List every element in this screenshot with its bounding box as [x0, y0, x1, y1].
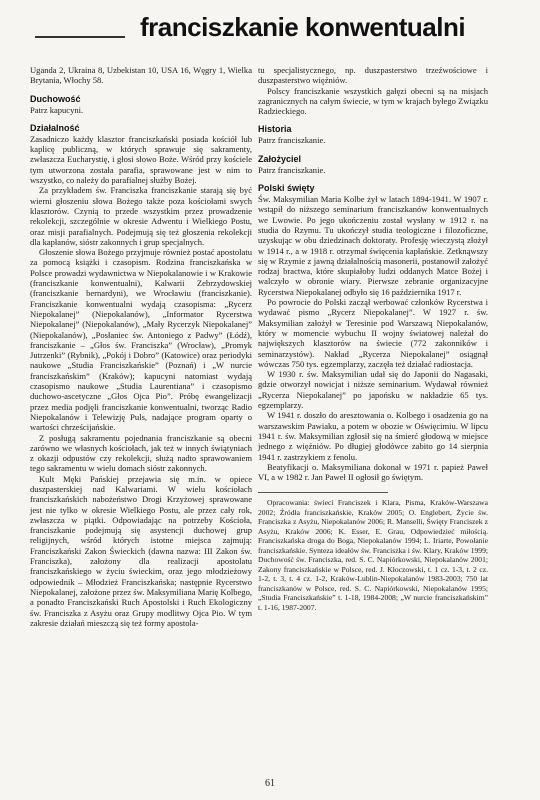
section-text-duchowosc: Patrz kapucyni. — [30, 104, 84, 115]
paragraph: Za przykładem św. Franciszka franciszkanie starają się być wierni głoszeniu słowa Bożego także poza kościołami swych klasztorów. Czynią to przede wszystkim przez prowadzenie rekolekcji, szczególnie w okresie Adwentu i Wielkiego Postu, oraz misji parafialnych. Podejmują się też głoszenia rekolekcji dla kapłanów, sióstr zakonnych i grup specjalnych. — [30, 185, 252, 247]
paragraph: tu specjalistycznego, np. duszpasterstwo trzeźwościowe i duszpasterstwo więźniów. — [258, 65, 488, 86]
section-heading-polski-swiety: Polski święty — [258, 183, 315, 194]
paragraph: Po powrocie do Polski zaczął werbować członków Rycerstwa i wydawać pismo „Rycerz Niepokalanej”. W 1927 r. św. Maksymilian założył w Teresinie pod Warszawą Niepokalanów, który w momencie wybuchu II wojny światowej należał do największych klasztorów na świecie (772 zakonników i seminarzystów). Nakład „Rycerza Niepokalanej” osiągnął wówczas 750 tys. egzemplarzy, zaczęła też działać radiostacja. — [258, 297, 488, 369]
paragraph: Kult Męki Pańskiej przejawia się m.in. w opiece duszpasterskiej nad Kalwariami. W wielu kościołach franciszkańskich nabożeństwo Drogi Krzyżowej sprawowane jest nie tylko w okresie Wielkiego Postu, ale przez cały rok, zwłaszcza w piątki. Odpowiadając na potrzeby Kościoła, franciszkanie podejmują się asystencji duchowej grup religijnych, wśród których istotne miejsca zajmują: Franciszkański Zakon Świeckich (dawna nazwa: III Zakon św. Franciszka), założony dla realizacji apostolatu franciszkańskiego w życiu świeckim, oraz jego młodzieżowy odpowiednik – Młodzież Franciszkańska; następnie Rycerstwo Niepokalanej, założone przez św. Maksymiliana Marię Kolbego, a ponadto Franciszkański Ruch Apostolski i Ruch Ekologiczny św. Franciszka z Asyżu oraz Grupy modlitwy Ojca Pio. W tym zakresie działań mieszczą się też formy apostola- — [30, 473, 252, 628]
left-column — [30, 65, 252, 628]
paragraph: W 1941 r. doszło do aresztowania o. Kolbego i osadzenia go na warszawskim Pawiaku, a potem w obozie w Oświęcimiu. W lipcu 1941 r. św. Maksymilian zgłosił się na śmierć głodową w miejsce jednego z więźniów. Po długiej głodówce zabito go 14 sierpnia 1941 r. zastrzykiem z fenolu. — [258, 410, 488, 462]
section-text-zalozyciel: Patrz franciszkanie. — [258, 164, 326, 175]
bibliography: Opracowania: świeci Franciszek i Klara, Pisma, Kraków-Warszawa 2002; Źródła franciszkańskie, Kraków 2005; O. Englebert, Życie św. Franciszka z Asyżu, Niepokalanów 2006; R. Manselli, Święty Franciszek z Asyżu, Kraków 2006; K. Esser, E. Grau, Odpowiedzieć miłością. Franciszkańska droga do Boga, Niepokalanów 1994; L. Iriarte, Powołanie franciszkańskie. Synteza ideałów św. Franciszka i św. Klary, Kraków 1999; Duchowość św. Franciszka, red. S. C. Napiórkowski, Niepokalanów 2001; Zakony franciszkańskie w Polsce, red. J. Kłoczowski, t. 1 cz. 1-3, t. 2 cz. 1-2, t. 3, t. 4 cz. 1-2, Kraków-Lublin-Niepokalanów 1983-2003; 750 lat franciszkanów w Polsce, red. S. C. Napiórkowski, Niepokalanów 1995; „Studia Franciszkańskie” t. 1-18, 1984-2008; „W nurcie franciszkańskim” t. 1-16, 1987-2007. — [258, 498, 488, 612]
paragraph: Z posługą sakramentu pojednania franciszkanie są obecni zarówno we własnych kościołach, jak też w innych świątyniach z okazji odpustów czy rekolekcji, służą nadto sprawowaniem tego sakramentu w wielu domach sióstr zakonnych. — [30, 432, 252, 474]
section-text-historia: Patrz franciszkanie. — [258, 135, 326, 146]
page-number: 61 — [265, 778, 275, 789]
right-column — [258, 65, 488, 612]
section-heading-historia: Historia — [258, 124, 292, 135]
paragraph: Głoszenie słowa Bożego przyjmuje również postać apostolatu za pomocą książki i czasopism. Rodzina franciszkańska w Polsce prowadzi wydawnictwa w Niepokalanowie i w Krakowie (franciszkanie konwentualni), Kalwarii Zebrzydowskiej (franciszkanie bernardyni), we Wrocławiu (franciszkanie). Franciszkanie konwentualni wydają czasopisma: „Rycerz Niepokalanej” (Niepokalanów), „Informator Rycerstwa Niepokalanej” (Niepokalanów), „Mały Rycerzyk Niepokalanej” (Niepokalanów), „Posłaniec św. Antoniego z Padwy” (Łódź), franciszkanie – „Głos św. Franciszka” (Wrocław), „Promyk Jutrzenki” (Rybnik), „Pokój i Dobro” (Katowice) oraz periodyki naukowe „Studia Franciszkańskie” (Poznań) i „W nurcie franciszkańskim” (Kraków); kapucyni natomiast wydają czasopismo naukowe „Studia Laurentiana” i czasopismo duchowo-ascetyczne „Głos Ojca Pio”. Próbę ewangelizacji przez media podjęli franciszkanie konwentualni, tworząc Radio Niepokalanów i Telewizję Puls, nadające program oparty o wartości chrześcijańskie. — [30, 247, 252, 433]
countries-list: Uganda 2, Ukraina 8, Uzbekistan 10, USA 16, Węgry 1, Wielka Brytania, Włochy 58. — [30, 65, 252, 86]
section-heading-zalozyciel: Założyciel — [258, 153, 302, 164]
section-heading-duchowosc: Duchowość — [30, 93, 81, 104]
header-rule — [35, 36, 125, 38]
section-heading-dzialalnosc: Działalność — [30, 122, 80, 133]
paragraph: Beatyfikacji o. Maksymiliana dokonał w 1971 r. papież Paweł VI, a w 1982 r. Jan Paweł II ogłosił go świętym. — [258, 461, 488, 483]
paragraph: Zasadniczo każdy klasztor franciszkański posiada kościół lub kaplicę publiczną, w których sprawuje się sakramenty, zwłaszcza Eucharystię, i głosi słowo Boże. Wśród przy kościele tym utworzona została parafia, sprawowane jest w nim to wszystko, co należy do parafialnej służby Bożej. — [30, 133, 252, 186]
paragraph: Św. Maksymilian Maria Kolbe żył w latach 1894-1941. W 1907 r. wstąpił do niższego seminarium franciszkanów konwentualnych we Lwowie. Po jego ukończeniu został wysłany w 1912 r. na studia do Rzymu. Tu ukończył studia teologiczne i filozoficzne, uzyskując w obu dziedzinach doktoraty. Profesję wieczystą złożył w 1914 r., a w 1918 r. otrzymał święcenia kapłańskie. Zetknąwszy się w Rzymie z jawną działalnością masonerii, postanowił założyć rodzaj bractwa, które skupiałoby ludzi oddanych Matce Bożej i walczyło w obronie wiary. Pierwsze zebranie organizacyjne Rycerstwa Niepokalanej odbyło się 16 października 1917 r. — [258, 194, 488, 297]
bibliography-divider — [258, 492, 388, 493]
paragraph: Polscy franciszkanie wszystkich gałęzi obecni są na misjach zagranicznych na całym świecie, w tym w krajach byłego Związku Radzieckiego. — [258, 85, 488, 117]
page-title: franciszkanie konwentualni — [140, 12, 466, 42]
paragraph: W 1930 r. św. Maksymilian udał się do Japonii do Nagasaki, gdzie otworzył nowicjat i niższe seminarium. Wydawał również „Rycerza Niepokalanej” po japońsku w nakładzie 65 tys. egzemplarzy. — [258, 369, 488, 411]
